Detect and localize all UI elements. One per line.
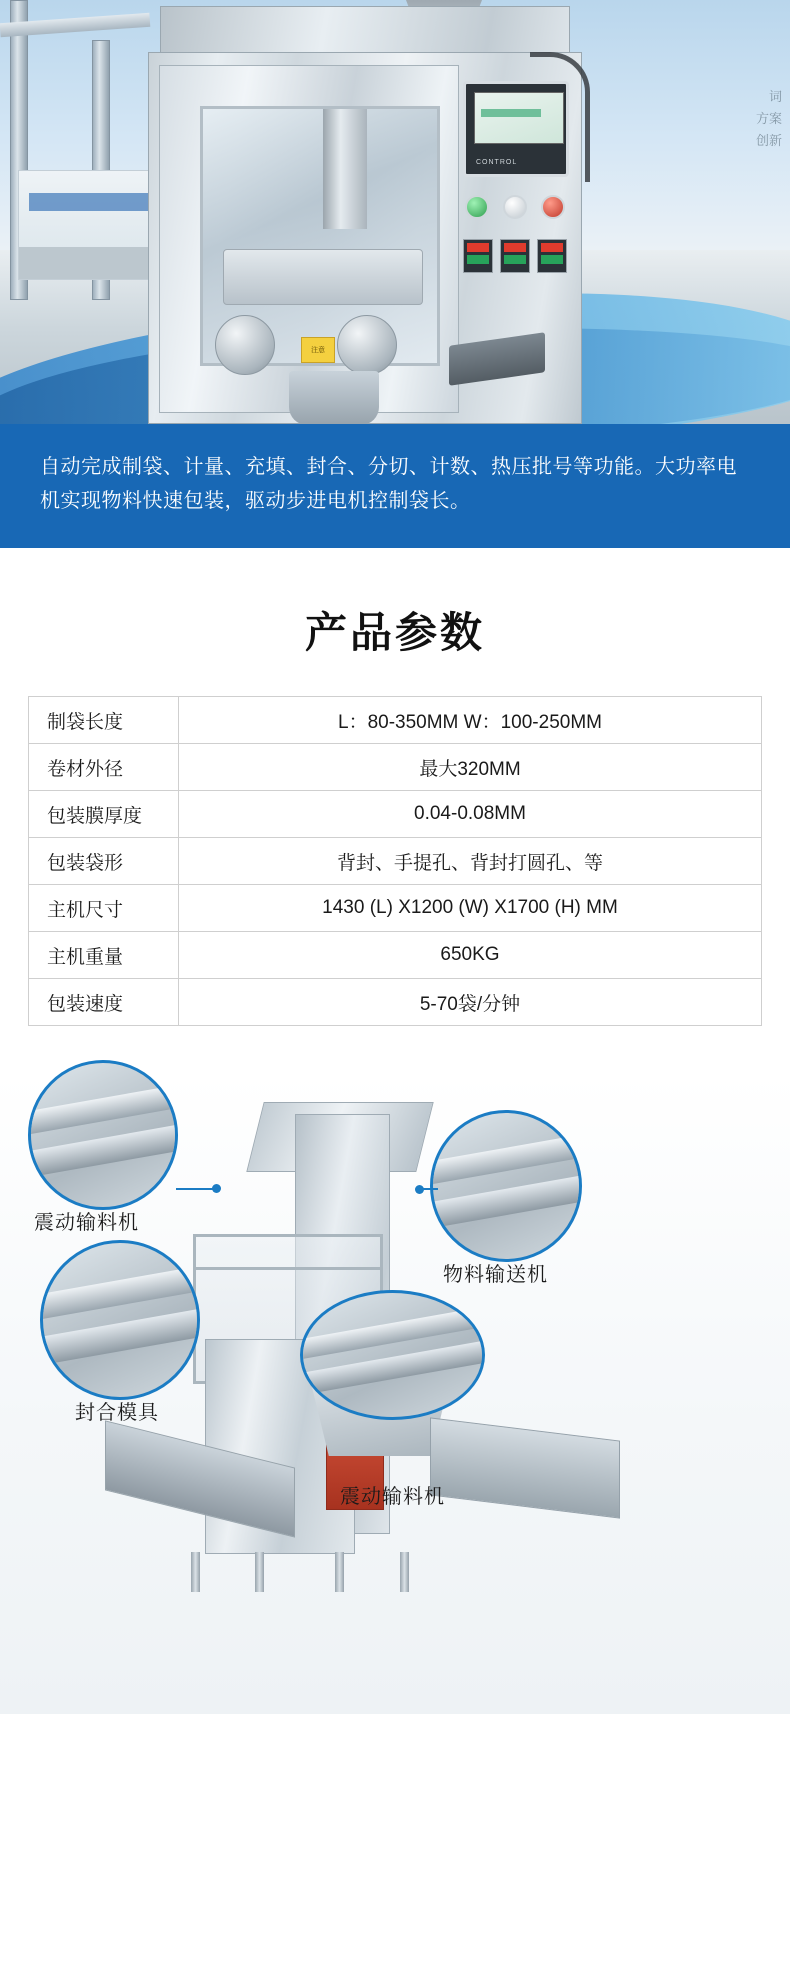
callout-detail-shape [28,1123,178,1179]
machine-leg [191,1552,200,1592]
panel-brand-label: CONTROL [476,159,518,166]
spec-value: 最大320MM [179,744,762,791]
table-row [29,697,762,744]
machine-cable [530,52,590,182]
page-title: 产品参数 [304,609,485,656]
machine-leg [400,1552,409,1592]
hero-side-text-line-1: 词 [768,89,782,104]
machine-top-frame [160,6,570,56]
callout-label-vibrating-feeder-bottom: 震动输料机 [340,1486,445,1508]
callout-label-sealing-mold: 封合模具 [75,1402,159,1424]
spec-value: 0.04-0.08MM [179,791,762,838]
product-parameter-table [28,696,762,1026]
spec-value: L：80-350MM W：100-250MM [179,697,762,744]
callout-detail-shape [430,1174,582,1230]
temperature-meter-1 [463,239,493,273]
spec-key: 制袋长度 [29,697,179,744]
machine-cabinet [148,52,582,424]
machine-discharge-chute [449,332,545,385]
machine-roller-left [215,315,275,375]
spec-table-wrapper [0,696,790,1026]
table-row [29,838,762,885]
warning-sticker-icon: 注意 [301,337,335,363]
machine-output-bag [289,371,379,424]
feature-banner-text: 自动完成制袋、计量、充填、封合、分切、计数、热压批号等功能。大功率电机实现物料快速包装，驱动步进电机控制袋长。 [40,456,737,512]
table-row [29,791,762,838]
stop-button-icon [541,195,565,219]
spec-key: 主机重量 [29,932,179,979]
machine-front-door [159,65,459,413]
table-row [29,979,762,1026]
machine-leg [335,1552,344,1592]
reset-button-icon [503,195,527,219]
table-row [29,932,762,979]
platform-rail [196,1267,380,1270]
spec-value: 5-70袋/分钟 [179,979,762,1026]
hero-side-text-line-2: 方案 [755,111,782,126]
callout-leader-line [176,1188,216,1190]
spec-key: 卷材外径 [29,744,179,791]
callout-material-conveyor [430,1110,582,1262]
machine-sealing-bar [223,249,423,305]
callout-label-vibrating-feeder-top: 震动输料机 [34,1212,139,1234]
temperature-meter-2 [500,239,530,273]
machine-button-row [465,195,565,219]
spec-key: 包装速度 [29,979,179,1026]
spec-value: 背封、手提孔、背封打圆孔、等 [179,838,762,885]
hero-product-photo [0,0,790,424]
spec-value: 1430 (L) X1200 (W) X1700 (H) MM [179,885,762,932]
machine-leg [255,1552,264,1592]
callout-label-material-conveyor: 物料输送机 [443,1264,548,1286]
temperature-meter-3 [537,239,567,273]
callout-vibrating-feeder-top [28,1060,178,1210]
callout-vibrating-feeder-bottom [300,1290,485,1420]
spec-key: 主机尺寸 [29,885,179,932]
feature-banner [0,424,790,548]
spec-value: 650KG [179,932,762,979]
machine-forming-tube [323,109,367,229]
callout-sealing-mold [40,1240,200,1400]
spec-key: 包装膜厚度 [29,791,179,838]
table-row [29,744,762,791]
callout-detail-shape [40,1307,200,1366]
machine-legs [185,1552,415,1592]
machine-view-window [200,106,440,366]
packing-machine-illustration [148,52,582,424]
machine-roller-right [337,315,397,375]
table-row [29,885,762,932]
hero-side-text-line-3: 创新 [755,133,782,148]
spec-key: 包装袋形 [29,838,179,885]
hero-side-text [662,86,782,152]
callout-leader-line [418,1188,438,1190]
start-button-icon [465,195,489,219]
machine-meter-row [463,239,567,273]
